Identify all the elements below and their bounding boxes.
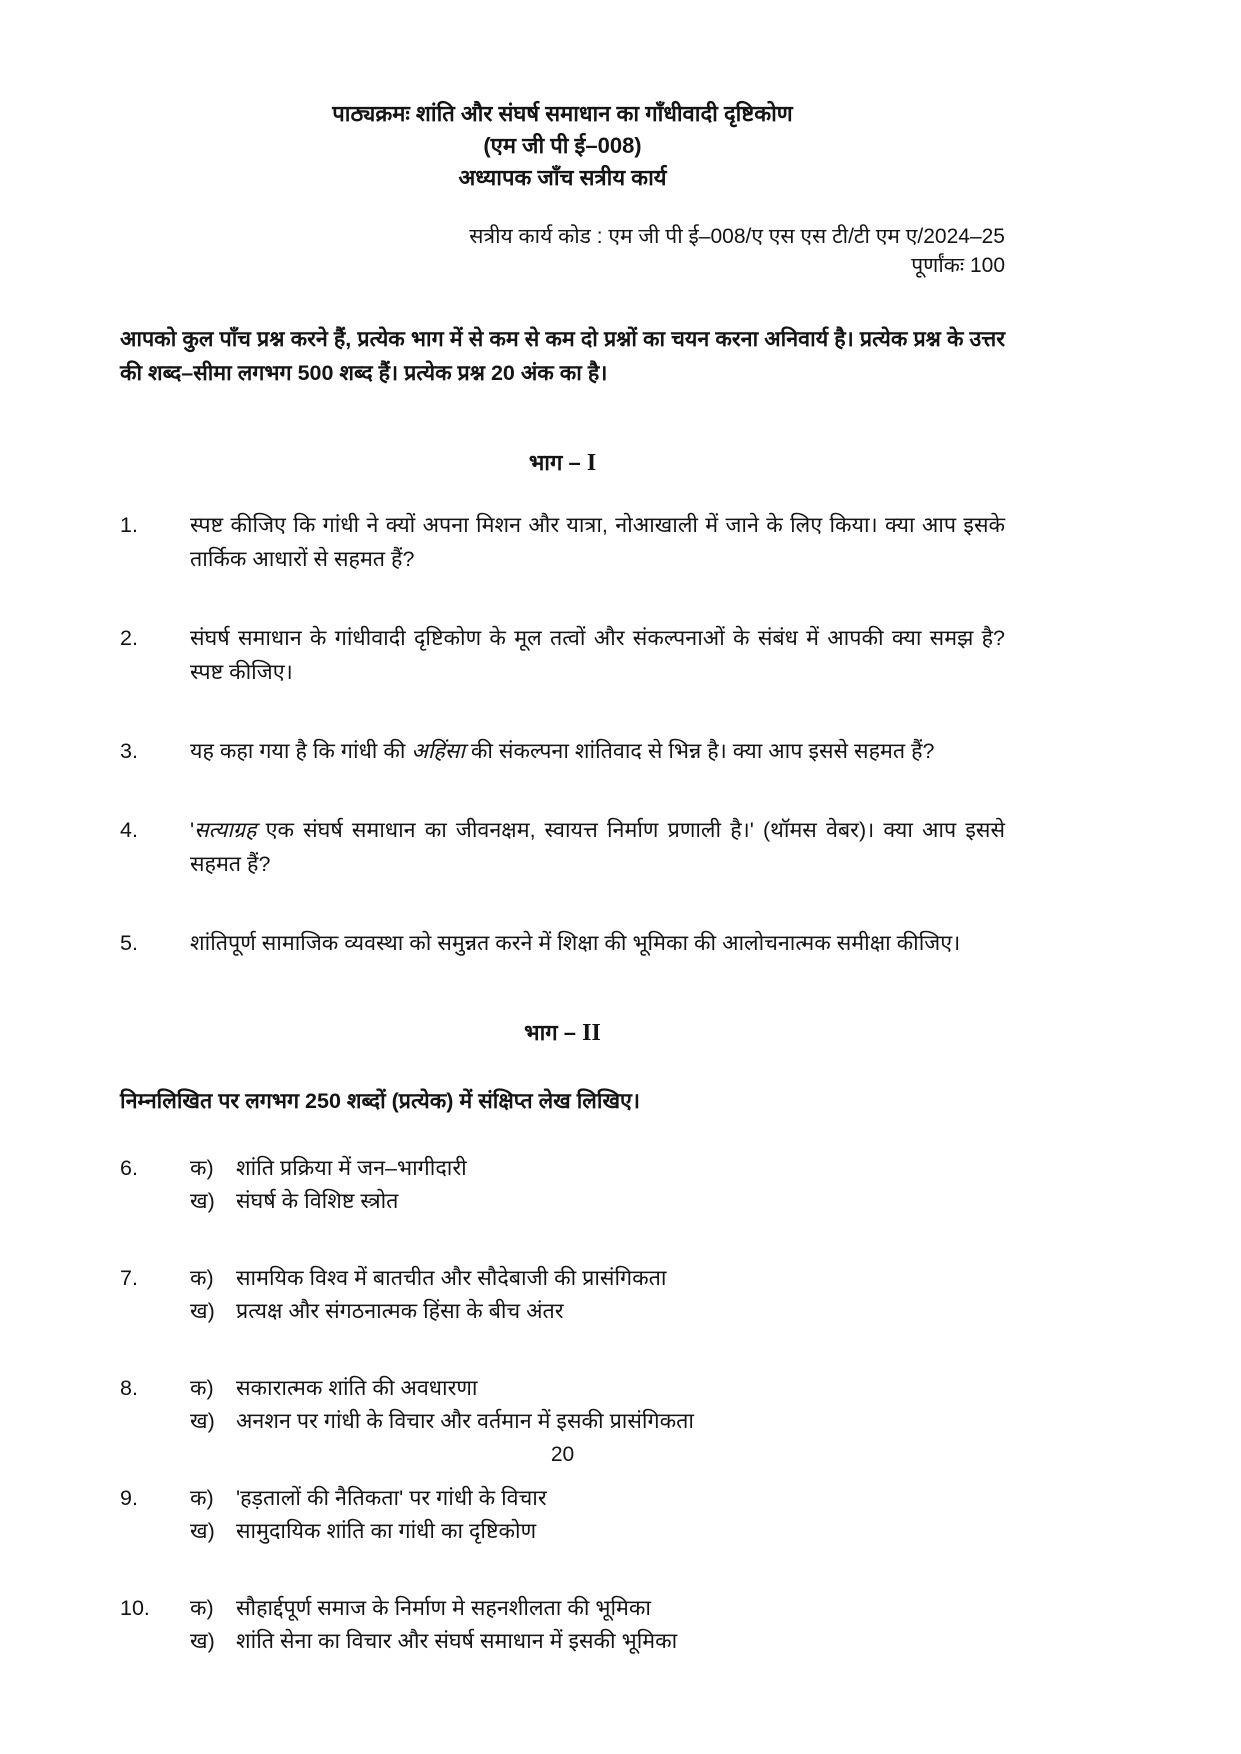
sub-question-a	[190, 1262, 1005, 1295]
sub-question-b	[190, 1295, 1005, 1328]
sub-text-b: अनशन पर गांधी के विचार और वर्तमान में इसकी प्रासंगिकता	[236, 1409, 694, 1433]
course-title: पाठ्यक्रमः शांति और संघर्ष समाधान का गाँधीवादी दृष्टिकोण	[332, 101, 793, 126]
question-number: 6.	[120, 1156, 138, 1180]
sub-questions	[190, 1372, 1005, 1438]
question-text: 'सत्याग्रह एक संघर्ष समाधान का जीवनक्षम, स्वायत्त निर्माण प्रणाली है।' (थॉमस वेबर)। क्या आप इससे सहमत हैं?	[190, 818, 1005, 876]
sub-text-a: सकारात्मक शांति की अवधारणा	[236, 1376, 478, 1400]
question-item-4	[120, 813, 1005, 881]
sub-label-a: क)	[190, 1376, 214, 1400]
page-number: 20	[550, 1443, 575, 1466]
question-number: 1.	[120, 513, 138, 537]
max-marks-line: पूर्णांकः 100	[911, 254, 1005, 277]
question-item-2	[120, 621, 1005, 689]
sub-question-a	[190, 1482, 1005, 1515]
sub-question-a	[190, 1372, 1005, 1405]
sub-text-a: शांति प्रक्रिया में जन–भागीदारी	[236, 1156, 467, 1180]
part2-heading-numeral: II	[582, 1020, 601, 1046]
sub-questions	[190, 1482, 1005, 1548]
question-number: 3.	[120, 739, 138, 763]
sub-questions	[190, 1262, 1005, 1328]
sub-question-b	[190, 1625, 1005, 1658]
course-code: (एम जी पी ई–008)	[483, 133, 642, 158]
sub-text-a: सामयिक विश्व में बातचीत और सौदेबाजी की प्रासंगिकता	[236, 1266, 667, 1290]
general-instructions: आपको कुल पाँच प्रश्न करने हैं, प्रत्येक भाग में से कम से कम दो प्रश्नों का चयन करना अनिवार्य है। प्रत्येक प्रश्न के उत्तर की शब्द–सीमा लगभग 500 शब्द हैं। प्रत्येक प्रश्न 20 अंक का है।	[120, 327, 1005, 385]
part1-heading-prefix: भाग –	[528, 450, 587, 475]
sub-label-b: ख)	[190, 1519, 215, 1543]
sub-text-b: प्रत्यक्ष और संगठनात्मक हिंसा के बीच अंतर	[236, 1299, 564, 1323]
question-item-10	[120, 1592, 1005, 1658]
part2-instructions: निम्नलिखित पर लगभग 250 शब्दों (प्रत्येक) में संक्षिप्त लेख लिखिए।	[120, 1089, 641, 1113]
part2-heading-prefix: भाग –	[524, 1020, 583, 1045]
sub-label-a: क)	[190, 1596, 214, 1620]
sub-text-b: शांति सेना का विचार और संघर्ष समाधान में इसकी भूमिका	[236, 1629, 678, 1653]
sub-label-b: ख)	[190, 1409, 215, 1433]
sub-label-a: क)	[190, 1156, 214, 1180]
question-item-8	[120, 1372, 1005, 1438]
question-number: 9.	[120, 1486, 138, 1510]
question-text: संघर्ष समाधान के गांधीवादी दृष्टिकोण के मूल तत्वों और संकल्पनाओं के संबंध में आपकी क्या समझ है? स्पष्ट कीजिए।	[190, 626, 1005, 684]
sub-label-b: ख)	[190, 1189, 215, 1213]
sub-label-a: क)	[190, 1266, 214, 1290]
sub-label-b: ख)	[190, 1299, 215, 1323]
question-number: 7.	[120, 1266, 138, 1290]
assignment-meta	[120, 222, 1005, 280]
question-number: 4.	[120, 818, 138, 842]
question-text: यह कहा गया है कि गांधी की अहिंसा की संकल्पना शांतिवाद से भिन्न है। क्या आप इससे सहमत हैं?	[190, 739, 935, 763]
question-item-6	[120, 1152, 1005, 1218]
question-number: 2.	[120, 626, 138, 650]
question-item-9	[120, 1482, 1005, 1548]
question-item-1	[120, 508, 1005, 576]
sub-label-a: क)	[190, 1486, 214, 1510]
sub-text-a: सौहार्द्दपूर्ण समाज के निर्माण मे सहनशीलता की भूमिका	[236, 1596, 651, 1620]
sub-text-b: संघर्ष के विशिष्ट स्त्रोत	[236, 1189, 399, 1213]
sub-label-b: ख)	[190, 1629, 215, 1653]
question-number: 5.	[120, 931, 138, 955]
sub-question-b	[190, 1515, 1005, 1548]
assignment-type: अध्यापक जाँच सत्रीय कार्य	[458, 165, 667, 190]
part1-heading	[120, 448, 1005, 478]
sub-question-a	[190, 1592, 1005, 1625]
document-header	[120, 98, 1005, 194]
sub-question-b	[190, 1405, 1005, 1438]
sub-questions	[190, 1592, 1005, 1658]
question-item-3	[120, 734, 1005, 768]
assignment-code-line: सत्रीय कार्य कोड : एम जी पी ई–008/ए एस एस टी/टी एम ए/2024–25	[469, 225, 1005, 248]
sub-text-a: 'हड़तालों की नैतिकता' पर गांधी के विचार	[236, 1486, 547, 1510]
question-text: शांतिपूर्ण सामाजिक व्यवस्था को समुन्नत करने में शिक्षा की भूमिका की आलोचनात्मक समीक्षा कीजिए।	[190, 931, 961, 955]
question-item-5	[120, 926, 1005, 960]
question-item-7	[120, 1262, 1005, 1328]
question-number: 8.	[120, 1376, 138, 1400]
part1-heading-numeral: I	[586, 450, 597, 476]
question-text: स्पष्ट कीजिए कि गांधी ने क्यों अपना मिशन और यात्रा, नोआखाली में जाने के लिए किया। क्या आप इसके तार्किक आधारों से सहमत हैं?	[190, 513, 1005, 571]
sub-questions	[190, 1152, 1005, 1218]
sub-question-a	[190, 1152, 1005, 1185]
sub-text-b: सामुदायिक शांति का गांधी का दृष्टिकोण	[236, 1519, 537, 1543]
question-number: 10.	[120, 1596, 150, 1620]
part2-heading	[120, 1018, 1005, 1048]
sub-question-b	[190, 1185, 1005, 1218]
